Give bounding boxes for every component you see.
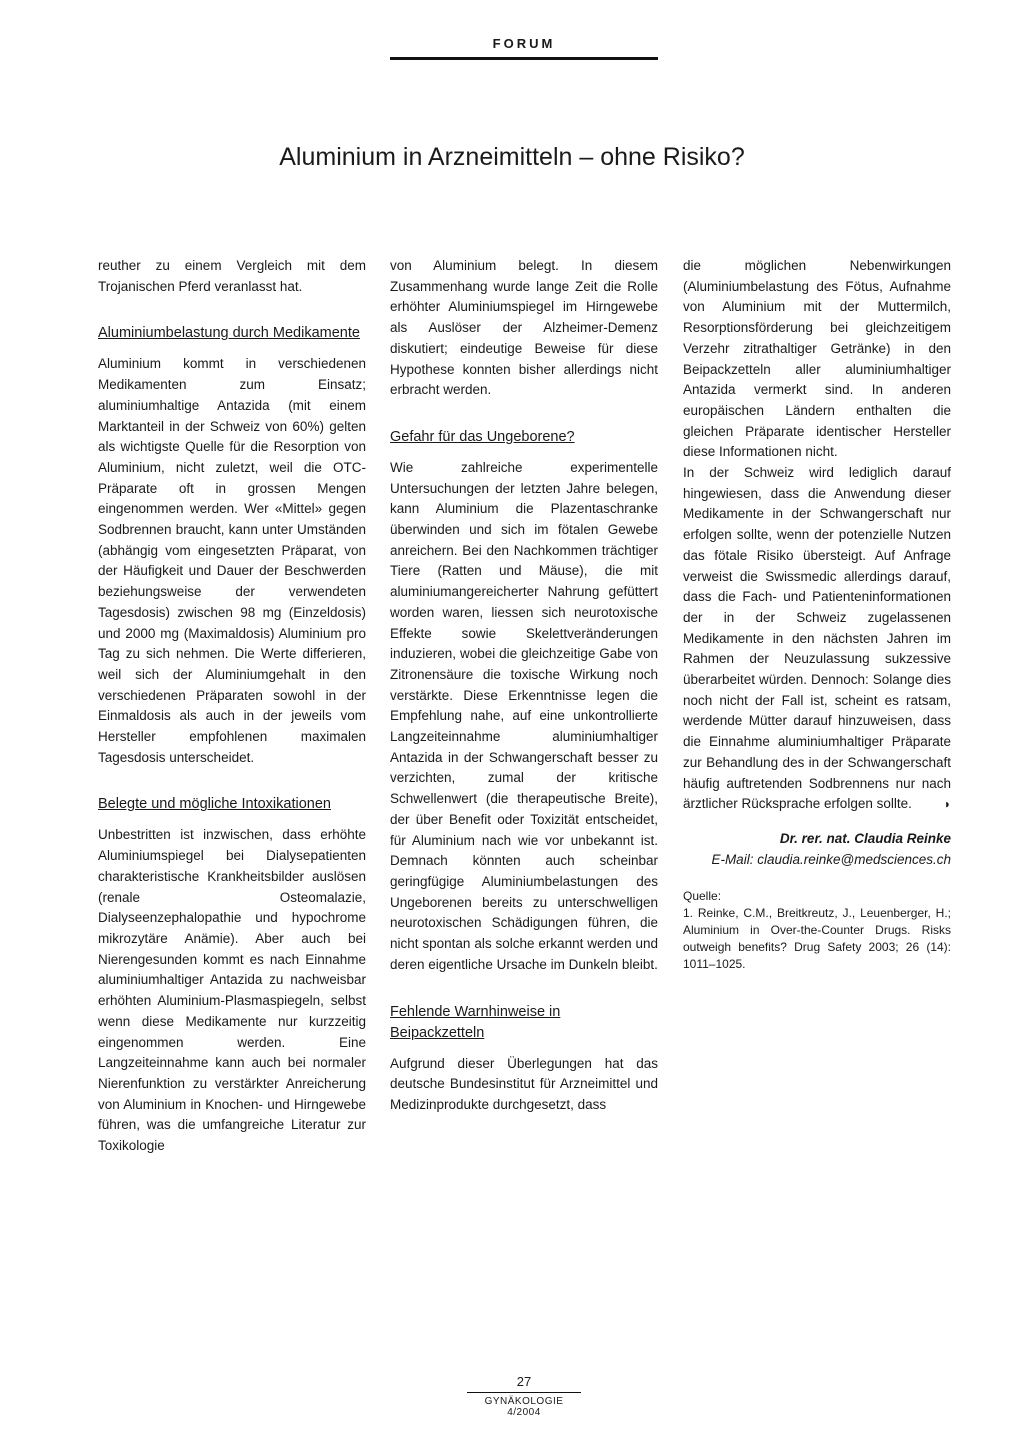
source-block xyxy=(683,888,951,973)
column-3 xyxy=(683,256,951,973)
heading-intoxikationen: Belegte und mögliche Intoxikationen xyxy=(98,796,331,813)
column-1 xyxy=(98,256,366,1157)
page-number: 27 xyxy=(516,1374,532,1389)
heading-aluminiumbelastung: Aluminiumbelastung durch Medikamente xyxy=(98,325,360,342)
journal-name: GYNÄKOLOGIE 4/2004 xyxy=(484,1396,564,1418)
paragraph-ungeborene: Wie zahlreiche experimentelle Untersuchungen der letzten Jahre belegen, kann Aluminium die Plazentaschranke überwinden und sich im fötalen Gewebe anreichern. Bei den Nachkommen trächtiger Tiere (Ratten und Mäuse), die mit aluminiumangereicherter Nahrung gefüttert worden waren, liessen sich neurotoxische Effekte sowie Skelettveränderungen induzieren, wobei die gleichzeitige Gabe von Zitronensäure die toxische Wirkung noch verstärkte. Diese Erkenntnisse legen die Empfehlung nahe, auf eine unkontrollierte Langzeiteinnahme aluminiumhaltiger Antazida in der Schwangerschaft besser zu verzichten, zumal der kritische Schwellenwert (die therapeutische Breite), der über Benefit oder Toxizität entscheidet, für Aluminium nach wie vor unbekannt ist. Demnach könnten auch scheinbar geringfügige Aluminiumbelastungen des Ungeborenen bereits zu unterschwelligen neurotoxischen Schädigungen führen, die nicht spontan als solche erkannt werden und deren eigentliche Ursache im Dunkeln bleibt. xyxy=(390,459,658,972)
paragraph-continuation: von Aluminium belegt. In diesem Zusammenhang wurde lange Zeit die Rolle erhöhter Aluminiumspiegel im Hirngewebe als Auslöser der Alzheimer-Demenz diskutiert; eindeutige Beweise für diese Hypothese konnten bisher allerdings nicht erbracht werden. xyxy=(390,258,658,398)
article-title: Aluminium in Arzneimitteln – ohne Risiko? xyxy=(279,143,745,171)
heading-warnhinweise: Fehlende Warnhinweise in Beipackzetteln xyxy=(390,1003,561,1041)
section-label: FORUM xyxy=(492,36,556,51)
paragraph-schweiz: In der Schweiz wird lediglich darauf hingewiesen, dass die Anwendung dieser Medikamente in der Schwangerschaft nur erfolgen sollte, wenn der potenzielle Nutzen das fötale Risiko übersteigt. Auf Anfrage verweist die Swissmedic allerdings darauf, dass die Fach- und Patienteninformationen der in der Schweiz zugelassenen Medikamente in den nächsten Jahren im Rahmen der Neuzulassung sukzessive überarbeitet würden. Dennoch: Solange dies noch nicht der Fall ist, scheint es ratsam, werdende Mütter darauf hinzuweisen, dass die Einnahme aluminiumhaltiger Präparate zur Behandlung des in der Schwangerschaft häufig auftretenden Sodbrennens nur nach ärztlicher Rücksprache erfolgen sollte. ◗ xyxy=(683,463,951,815)
section-rule xyxy=(390,57,658,60)
author-name: Dr. rer. nat. Claudia Reinke xyxy=(779,830,951,846)
heading-ungeborene: Gefahr für das Ungeborene? xyxy=(390,428,575,445)
source-label: Quelle: xyxy=(683,889,722,904)
intro-paragraph: reuther zu einem Vergleich mit dem Trojanischen Pferd veranlasst hat. xyxy=(98,258,366,294)
paragraph-nebenwirkungen: die möglichen Nebenwirkungen (Aluminiumbelastung des Fötus, Aufnahme von Aluminium mit der Muttermilch, Resorptionsförderung bei gleichzeitigem Verzehr zitrathaltiger Getränke) in den Beipackzetteln aller aluminiumhaltiger Antazida vermerkt sind. In anderen europäischen Ländern enthalten die gleichen Präparate identischer Hersteller diese Informationen nicht. xyxy=(683,258,951,460)
paragraph-aluminiumbelastung: Aluminium kommt in verschiedenen Medikamenten zum Einsatz; aluminiumhaltige Antazida (mit einem Marktanteil in der Schweiz von 60%) gelten als wichtigste Quelle für die Resorption von Aluminium, nicht zuletzt, weil die OTC-Präparate oft in grossen Mengen eingenommen werden. Wer «Mittel» gegen Sodbrennen braucht, kann unter Umständen (abhängig vom eingesetzten Präparat, von der Häufigkeit und Dauer der Beschwerden beziehungsweise der verwendeten Tagesdosis) zwischen 98 mg (Einzeldosis) und 2000 mg (Maximaldosis) Aluminium pro Tag zu sich nehmen. Die Werte differieren, weil sich der Aluminiumgehalt in den verschiedenen Präparaten sowohl in der Einmaldosis als auch in der jeweils vom Hersteller empfohlenen maximalen Tagesdosis unterscheidet. xyxy=(98,356,366,765)
paragraph-intoxikationen: Unbestritten ist inzwischen, dass erhöhte Aluminiumspiegel bei Dialysepatienten charakteristische Krankheitsbilder auslösen (renale Osteomalazie, Dialyseenzephalopathie und hypochrome mikrozytäre Anämie). Aber auch bei Nierengesunden kommt es nach Einnahme aluminiumhaltiger Antazida zu nachweisbar erhöhten Aluminium-Plasmaspiegeln, selbst wenn diese Medikamente nur kurzzeitig eingenommen werden. Eine Langzeiteinnahme kann auch bei normaler Nierenfunktion zu verstärkter Anreicherung von Aluminium in Knochen- und Hirngewebe führen, was die umfangreiche Literatur zur Toxikologie xyxy=(98,827,366,1154)
page-footer xyxy=(467,1374,581,1418)
end-mark-icon: ◗ xyxy=(943,797,951,812)
author-email: E-Mail: claudia.reinke@medsciences.ch xyxy=(711,851,951,867)
paragraph-warnhinweise: Aufgrund dieser Überlegungen hat das deutsche Bundesinstitut für Arzneimittel und Medizinprodukte durchgesetzt, dass xyxy=(390,1055,658,1112)
footer-rule xyxy=(467,1392,581,1393)
column-2 xyxy=(390,256,658,1116)
source-reference: 1. Reinke, C.M., Breitkreutz, J., Leuenberger, H.; Aluminium in Over-the-Counter Drugs. Risks outweigh benefits? Drug Safety 2003; 26 (14): 1011–1025. xyxy=(683,906,951,972)
